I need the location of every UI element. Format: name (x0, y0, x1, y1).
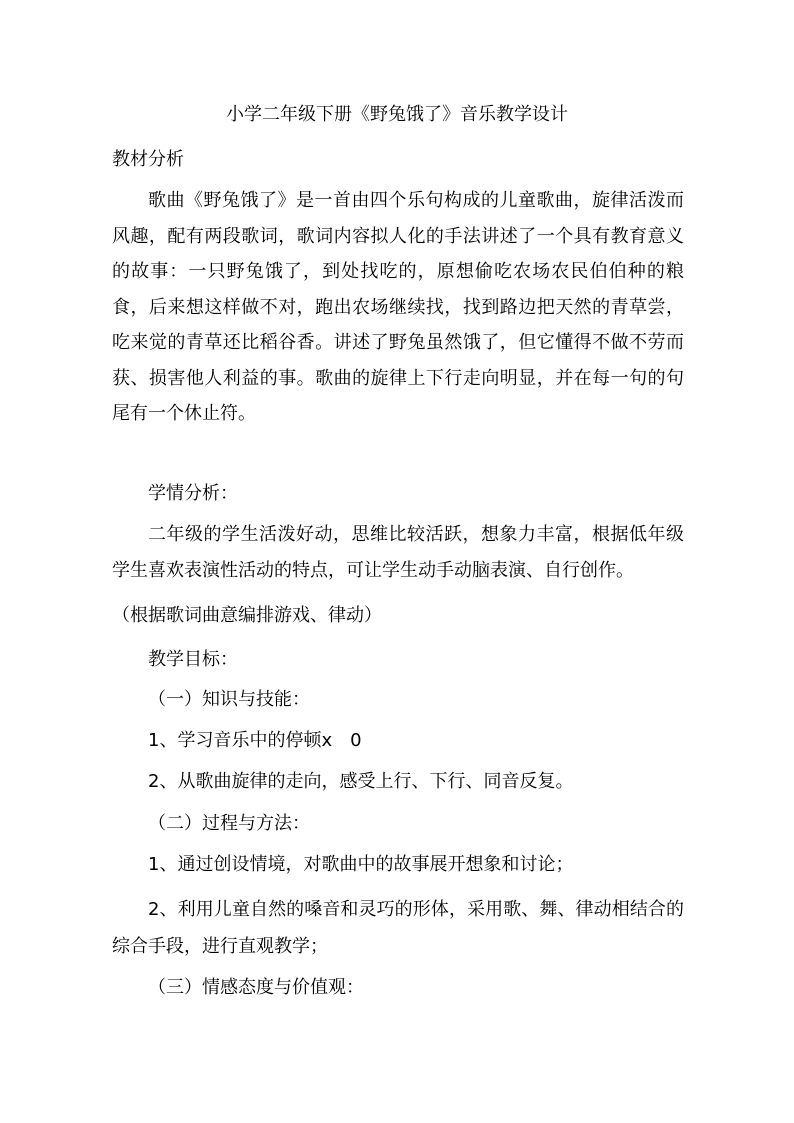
students-note: （根据歌词曲意编排游戏、律动） (112, 605, 382, 626)
goal1-item2: 2、从歌曲旋律的走向，感受上行、下行、同音反复。 (148, 771, 574, 792)
goal2-heading: （二）过程与方法： (148, 813, 310, 834)
section-heading-goals: 教学目标： (148, 649, 238, 670)
section-heading-students: 学情分析： (148, 483, 238, 504)
goal3-heading: （三）情感态度与价值观： (148, 977, 364, 998)
goal2-item1: 1、通过创设情境，对歌曲中的故事展开想象和讨论； (148, 854, 574, 875)
section-heading-material: 教材分析 (112, 149, 184, 170)
goal1-heading: （一）知识与技能： (148, 689, 310, 710)
material-paragraph: 歌曲《野兔饿了》是一首由四个乐句构成的儿童歌曲，旋律活泼而风趣，配有两段歌词，歌词内容拟人化的手法讲述了一个具有教育意义的故事：一只野兔饿了，到处找吃的，原想偷吃农场农民伯伯种的粮食，后来想这样做不对，跑出农场继续找，找到路边把天然的青草尝，吃来觉的青草还比稻谷香。讲述了野兔虽然饿了，但它懂得不做不劳而获、损害他人利益的事。歌曲的旋律上下行走向明显，并在每一句的句尾有一个休止符。 (112, 190, 684, 424)
document-title: 小学二年级下册《野兔饿了》音乐教学设计 (226, 104, 568, 125)
students-paragraph: 二年级的学生活泼好动，思维比较活跃，想象力丰富，根据低年级学生喜欢表演性活动的特点，可让学生动手动脑表演、自行创作。 (112, 524, 684, 581)
goal1-item1: 1、学习音乐中的停顿x 0 (148, 730, 362, 751)
goal2-item2: 2、利用儿童自然的嗓音和灵巧的形体，采用歌、舞、律动相结合的综合手段，进行直观教学； (112, 899, 684, 957)
